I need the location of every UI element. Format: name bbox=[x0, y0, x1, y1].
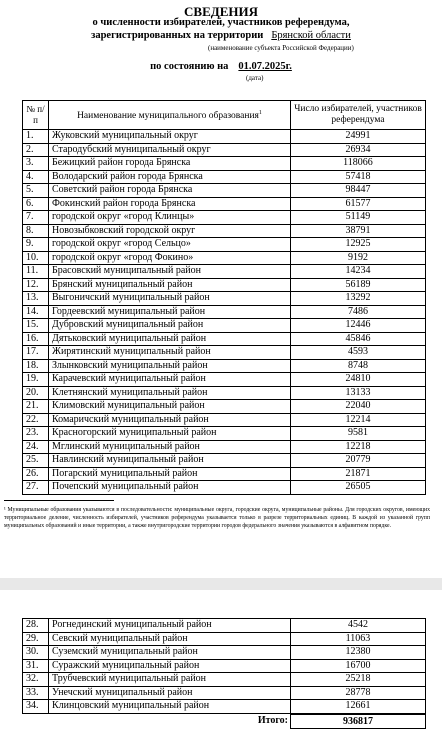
row-name: Дубровский муниципальный район bbox=[49, 319, 291, 333]
row-count: 28778 bbox=[291, 686, 426, 700]
row-name: Жирятинский муниципальный район bbox=[49, 346, 291, 360]
row-count: 13292 bbox=[291, 292, 426, 306]
row-number: 1. bbox=[23, 130, 49, 144]
row-number: 15. bbox=[23, 319, 49, 333]
row-number: 25. bbox=[23, 454, 49, 468]
row-number: 16. bbox=[23, 332, 49, 346]
table-row bbox=[23, 481, 426, 495]
row-number: 32. bbox=[23, 673, 49, 687]
row-count: 57418 bbox=[291, 170, 426, 184]
row-name: Рогнединский муниципальный район bbox=[49, 619, 291, 633]
table-row bbox=[23, 305, 426, 319]
row-name: городской округ «город Сельцо» bbox=[49, 238, 291, 252]
row-name: Выгоничский муниципальный район bbox=[49, 292, 291, 306]
header-count: Число избирателей, участников референдума bbox=[291, 101, 426, 130]
document-subtitle-territory bbox=[0, 30, 442, 41]
row-count: 24991 bbox=[291, 130, 426, 144]
row-name: Суражский муниципальный район bbox=[49, 659, 291, 673]
table-row bbox=[23, 184, 426, 198]
row-count: 9581 bbox=[291, 427, 426, 441]
row-number: 23. bbox=[23, 427, 49, 441]
row-number: 30. bbox=[23, 646, 49, 660]
row-number: 2. bbox=[23, 143, 49, 157]
row-number: 28. bbox=[23, 619, 49, 633]
table-row bbox=[23, 292, 426, 306]
row-number: 17. bbox=[23, 346, 49, 360]
row-count: 12218 bbox=[291, 440, 426, 454]
row-number: 4. bbox=[23, 170, 49, 184]
table-row bbox=[23, 265, 426, 279]
table-row bbox=[23, 427, 426, 441]
region-name: Брянской области bbox=[271, 30, 351, 41]
row-number: 21. bbox=[23, 400, 49, 414]
row-name: Злынковский муниципальный район bbox=[49, 359, 291, 373]
row-count: 12380 bbox=[291, 646, 426, 660]
document-title: СВЕДЕНИЯ bbox=[184, 4, 258, 19]
table-row bbox=[23, 224, 426, 238]
row-number: 14. bbox=[23, 305, 49, 319]
row-count: 7486 bbox=[291, 305, 426, 319]
as-of-date: 01.07.2025г. bbox=[238, 61, 292, 72]
row-name: Почепский муниципальный район bbox=[49, 481, 291, 495]
row-name: городской округ «город Фокино» bbox=[49, 251, 291, 265]
table-row bbox=[23, 278, 426, 292]
total-value: 936817 bbox=[290, 714, 426, 729]
row-count: 4542 bbox=[291, 619, 426, 633]
row-number: 8. bbox=[23, 224, 49, 238]
voters-table-continued bbox=[22, 618, 426, 714]
row-number: 6. bbox=[23, 197, 49, 211]
row-count: 12214 bbox=[291, 413, 426, 427]
table-row bbox=[23, 197, 426, 211]
row-name: Фокинский район города Брянска bbox=[49, 197, 291, 211]
table-row bbox=[23, 686, 426, 700]
total-row bbox=[22, 714, 425, 728]
row-number: 22. bbox=[23, 413, 49, 427]
table-row bbox=[23, 130, 426, 144]
table-row bbox=[23, 632, 426, 646]
table-row bbox=[23, 413, 426, 427]
row-count: 26505 bbox=[291, 481, 426, 495]
row-number: 7. bbox=[23, 211, 49, 225]
row-count: 22040 bbox=[291, 400, 426, 414]
row-number: 31. bbox=[23, 659, 49, 673]
header-num: № п/п bbox=[23, 101, 49, 130]
footnote-separator bbox=[4, 500, 114, 501]
table-row bbox=[23, 659, 426, 673]
row-number: 11. bbox=[23, 265, 49, 279]
row-number: 20. bbox=[23, 386, 49, 400]
table-row bbox=[23, 440, 426, 454]
row-number: 34. bbox=[23, 700, 49, 714]
row-count: 26934 bbox=[291, 143, 426, 157]
row-name: Стародубский муниципальный округ bbox=[49, 143, 291, 157]
row-name: Мглинский муниципальный район bbox=[49, 440, 291, 454]
row-number: 12. bbox=[23, 278, 49, 292]
region-caption: (наименование субъекта Российской Федерации) bbox=[208, 44, 354, 52]
row-number: 5. bbox=[23, 184, 49, 198]
table-row bbox=[23, 467, 426, 481]
table-row bbox=[23, 359, 426, 373]
row-count: 11063 bbox=[291, 632, 426, 646]
row-name: Гордеевский муниципальный район bbox=[49, 305, 291, 319]
header-footnote-mark: 1 bbox=[258, 109, 262, 116]
row-count: 12661 bbox=[291, 700, 426, 714]
row-number: 9. bbox=[23, 238, 49, 252]
row-count: 12925 bbox=[291, 238, 426, 252]
row-name: Климовский муниципальный район bbox=[49, 400, 291, 414]
territory-label: зарегистрированных на территории bbox=[91, 30, 264, 41]
row-name: Жуковский муниципальный округ bbox=[49, 130, 291, 144]
row-number: 3. bbox=[23, 157, 49, 171]
row-count: 61577 bbox=[291, 197, 426, 211]
date-caption: (дата) bbox=[246, 74, 264, 82]
row-name: Карачевский муниципальный район bbox=[49, 373, 291, 387]
row-number: 18. bbox=[23, 359, 49, 373]
row-count: 9192 bbox=[291, 251, 426, 265]
row-count: 12446 bbox=[291, 319, 426, 333]
header-name-text: Наименование муниципального образования bbox=[77, 111, 259, 122]
row-name: Клинцовский муниципальный район bbox=[49, 700, 291, 714]
row-count: 21871 bbox=[291, 467, 426, 481]
row-name: Севский муниципальный район bbox=[49, 632, 291, 646]
row-name: Дятьковский муниципальный район bbox=[49, 332, 291, 346]
row-count: 51149 bbox=[291, 211, 426, 225]
row-name: Комаричский муниципальный район bbox=[49, 413, 291, 427]
table-row bbox=[23, 143, 426, 157]
row-count: 8748 bbox=[291, 359, 426, 373]
table-row bbox=[23, 386, 426, 400]
header-name bbox=[49, 101, 291, 130]
table-row bbox=[23, 700, 426, 714]
row-number: 10. bbox=[23, 251, 49, 265]
as-of-label: по состоянию на bbox=[150, 61, 229, 72]
row-number: 33. bbox=[23, 686, 49, 700]
table-row bbox=[23, 332, 426, 346]
voters-table bbox=[22, 100, 426, 495]
row-count: 118066 bbox=[291, 157, 426, 171]
row-name: Бежицкий район города Брянска bbox=[49, 157, 291, 171]
table-row bbox=[23, 238, 426, 252]
row-number: 26. bbox=[23, 467, 49, 481]
row-name: Погарский муниципальный район bbox=[49, 467, 291, 481]
row-count: 20779 bbox=[291, 454, 426, 468]
row-name: Унечский муниципальный район bbox=[49, 686, 291, 700]
total-label: Итого: bbox=[257, 715, 288, 726]
document-page-2 bbox=[0, 590, 442, 740]
row-name: Суземский муниципальный район bbox=[49, 646, 291, 660]
row-name: Новозыбковский городской округ bbox=[49, 224, 291, 238]
row-count: 38791 bbox=[291, 224, 426, 238]
row-number: 29. bbox=[23, 632, 49, 646]
document-subtitle: о численности избирателей, участников референдума, bbox=[92, 17, 350, 28]
row-count: 14234 bbox=[291, 265, 426, 279]
table-row bbox=[23, 211, 426, 225]
row-name: Навлинский муниципальный район bbox=[49, 454, 291, 468]
row-count: 45846 bbox=[291, 332, 426, 346]
table-row bbox=[23, 157, 426, 171]
table-row bbox=[23, 346, 426, 360]
as-of-line bbox=[0, 61, 442, 72]
table-row bbox=[23, 646, 426, 660]
row-count: 4593 bbox=[291, 346, 426, 360]
table-row bbox=[23, 319, 426, 333]
row-name: Трубчевский муниципальный район bbox=[49, 673, 291, 687]
footnote: ¹ Муниципальные образования указываются в последовательности: муниципальные округа, городские округа, муниципальные районы. Для городских округов, имеющих территориальное деление, численность избирателей, участников референдума указывается только в разрезе территориальных единиц. В каждой из указанной групп муниципальных образований и иные территории, а также внутригородские территории городов федерального значения указываются в алфавитном порядке. bbox=[4, 507, 430, 529]
row-count: 16700 bbox=[291, 659, 426, 673]
table-row bbox=[23, 373, 426, 387]
table-row bbox=[23, 619, 426, 633]
table-row bbox=[23, 673, 426, 687]
row-name: Володарский район города Брянска bbox=[49, 170, 291, 184]
row-name: Клетнянский муниципальный район bbox=[49, 386, 291, 400]
row-name: Брянский муниципальный район bbox=[49, 278, 291, 292]
row-count: 24810 bbox=[291, 373, 426, 387]
table-row bbox=[23, 170, 426, 184]
row-count: 13133 bbox=[291, 386, 426, 400]
table-header-row bbox=[23, 101, 426, 130]
table-row bbox=[23, 251, 426, 265]
row-number: 19. bbox=[23, 373, 49, 387]
row-name: городской округ «город Клинцы» bbox=[49, 211, 291, 225]
row-count: 56189 bbox=[291, 278, 426, 292]
row-number: 13. bbox=[23, 292, 49, 306]
row-count: 98447 bbox=[291, 184, 426, 198]
row-name: Советский район города Брянска bbox=[49, 184, 291, 198]
row-name: Брасовский муниципальный район bbox=[49, 265, 291, 279]
table-row bbox=[23, 400, 426, 414]
row-count: 25218 bbox=[291, 673, 426, 687]
row-number: 24. bbox=[23, 440, 49, 454]
row-number: 27. bbox=[23, 481, 49, 495]
row-name: Красногорский муниципальный район bbox=[49, 427, 291, 441]
table-row bbox=[23, 454, 426, 468]
